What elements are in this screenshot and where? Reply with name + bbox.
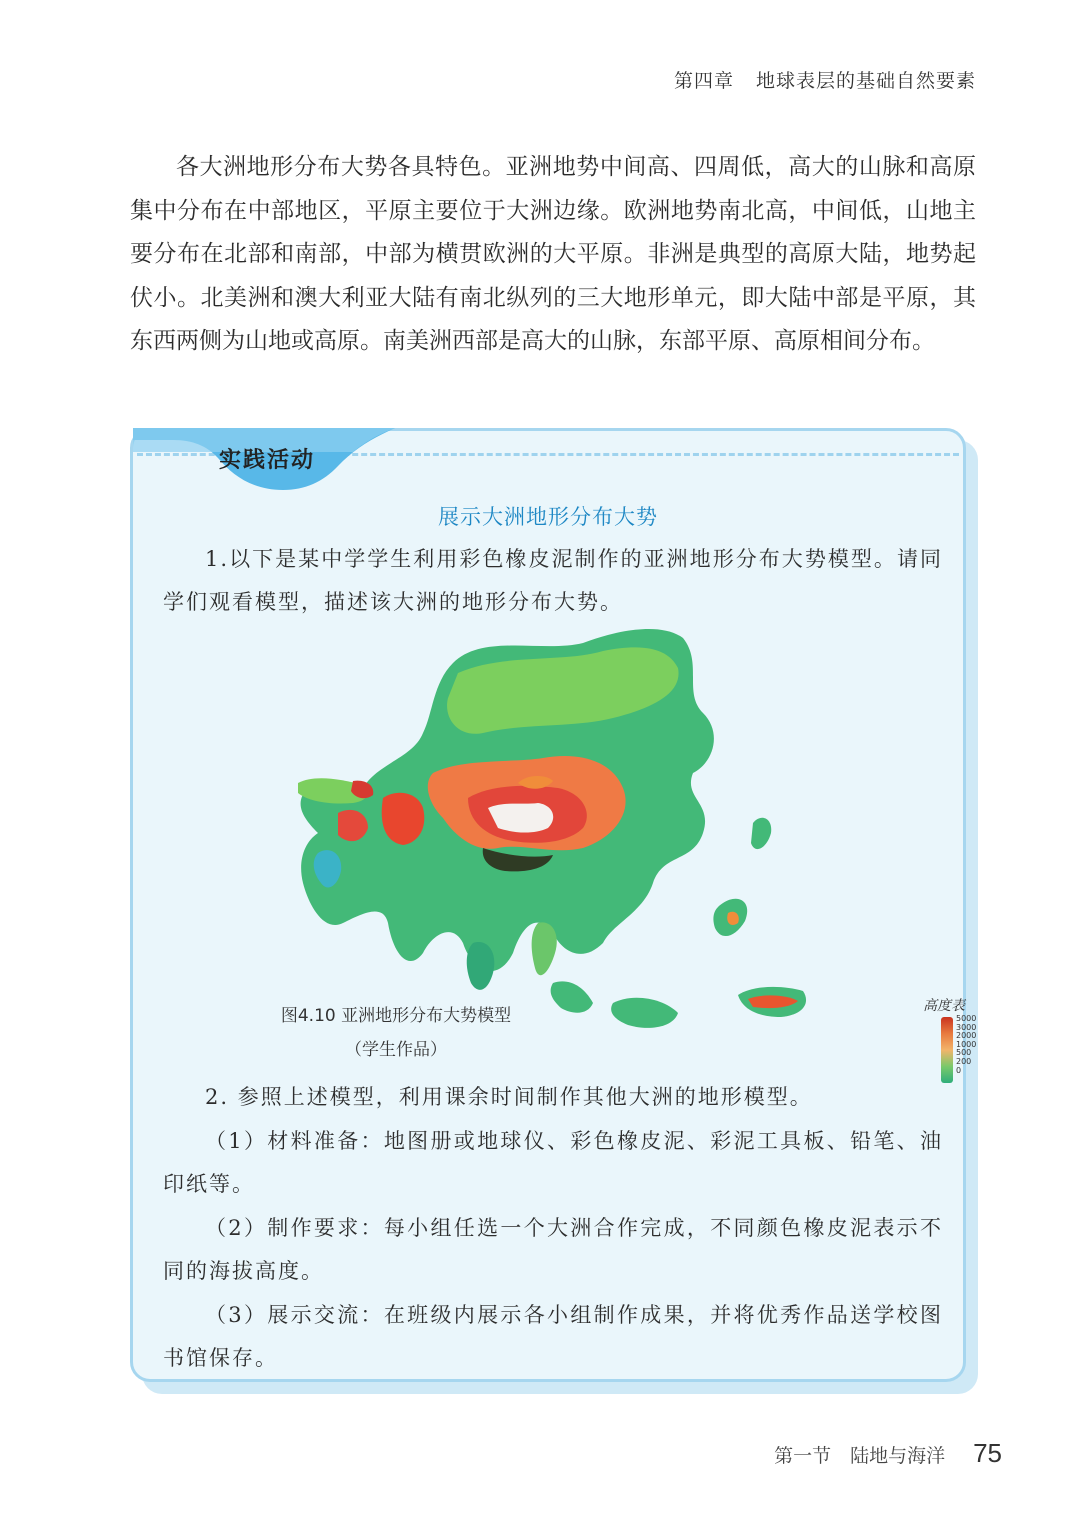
chapter-title: 地球表层的基础自然要素 — [755, 70, 976, 92]
page-footer — [774, 1438, 1002, 1469]
page-number: 75 — [973, 1438, 1002, 1468]
activity-subitem-1: （1）材料准备：地图册或地球仪、彩色橡皮泥、彩泥工具板、铅笔、油印纸等。 — [163, 1129, 943, 1196]
chapter-number: 第四章 — [673, 70, 734, 92]
legend-color-bar — [941, 1017, 953, 1083]
footer-section: 第一节 陆地与海洋 — [774, 1445, 946, 1467]
figure-caption — [261, 999, 531, 1067]
activity-tab-label: 实践活动 — [219, 448, 316, 473]
chapter-header — [674, 66, 976, 93]
legend-tick: 2000 — [956, 1031, 977, 1041]
legend-tick: 1000 — [956, 1039, 977, 1049]
activity-subitem-3: （3）展示交流：在班级内展示各小组制作成果，并将优秀作品送学校图书馆保存。 — [163, 1303, 943, 1370]
activity-item-2: 2. 参照上述模型，利用课余时间制作其他大洲的地形模型。 — [205, 1085, 813, 1109]
legend-title: 高度表 — [923, 998, 965, 1014]
figure-caption-title: 图4.10 亚洲地形分布大势模型 — [280, 1006, 512, 1026]
legend-tick: 3000 — [956, 1022, 977, 1032]
activity-item-1: 1.以下是某中学学生利用彩色橡皮泥制作的亚洲地形分布大势模型。请同学们观看模型，描述该大洲的地形分布大势。 — [163, 547, 943, 614]
figure-caption-note: （学生作品） — [345, 1040, 447, 1060]
intro-paragraph: 各大洲地形分布大势各具特色。亚洲地势中间高、四周低，高大的山脉和高原集中分布在中部地区，平原主要位于大洲边缘。欧洲地势南北高，中间低，山地主要分布在北部和南部，中部为横贯欧洲的大平原。非洲是典型的高原大陆，地势起伏小。北美洲和澳大利亚大陆有南北纵列的三大地形单元，即大陆中部是平原，其东西两侧为山地或高原。南美洲西部是高大的山脉，东部平原、高原相间分布。 — [130, 154, 976, 354]
legend-tick: 200 — [956, 1056, 972, 1066]
asia-model-illustration — [283, 623, 863, 1063]
activity-title: 展示大洲地形分布大势 — [438, 505, 658, 529]
legend-tick: 5000 — [956, 1014, 977, 1023]
activity-subitem-2: （2）制作要求：每小组任选一个大洲合作完成，不同颜色橡皮泥表示不同的海拔高度。 — [163, 1216, 943, 1283]
asia-terrain-model-image — [283, 623, 977, 1075]
activity-box — [130, 428, 977, 1382]
legend-tick: 500 — [956, 1048, 972, 1058]
legend-ticks — [956, 1015, 976, 1075]
legend-tick: 0 — [956, 1065, 962, 1075]
